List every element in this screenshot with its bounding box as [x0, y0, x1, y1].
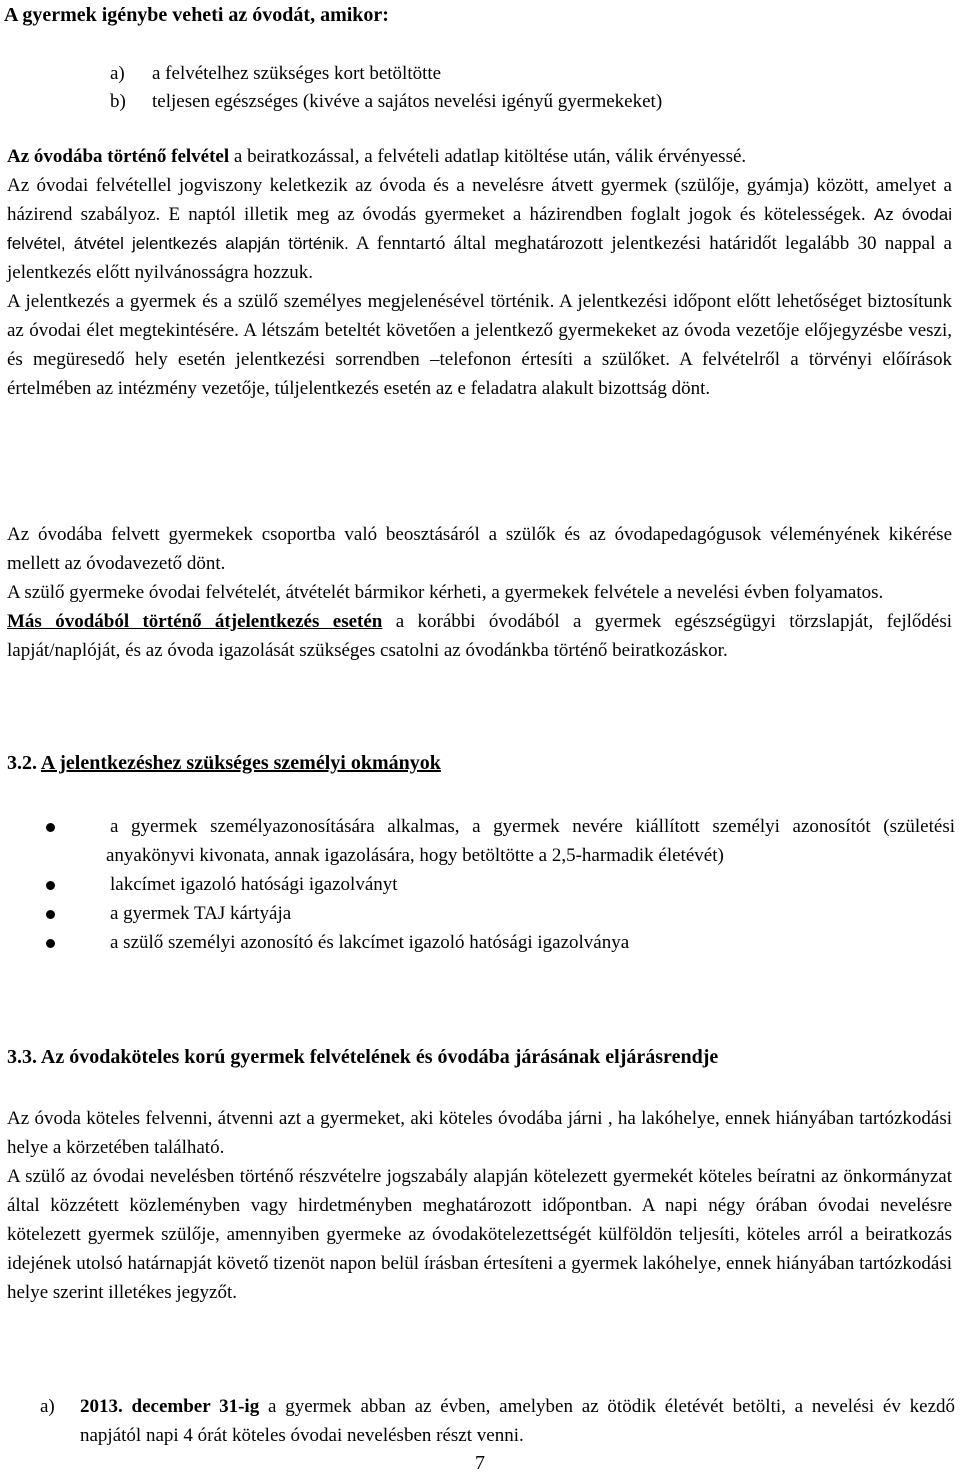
paragraph-text: A fenntartó által meghatározott jelentkezési határidőt legalább 30 nappal a jelentkezés előtt nyilvánosságra hozzuk.	[7, 233, 952, 283]
list-item	[40, 928, 955, 957]
enrollment-text	[7, 142, 952, 403]
paragraph: A szülő gyermeke óvodai felvételét, átvételét bármikor kérheti, a gyermekek felvétele a nevelési évben folyamatos.	[7, 582, 884, 603]
paragraph: Az óvoda köteles felvenni, átvenni azt a gyermeket, aki köteles óvodába járni , ha lakóhelye, ennek hiányában tartózkodási helye a körzetében található.	[7, 1108, 952, 1158]
list-item-text: a gyermek TAJ kártyája	[110, 903, 292, 924]
condition-label: b)	[110, 91, 126, 112]
group-text	[7, 520, 952, 665]
list-item-text	[80, 1392, 955, 1450]
list-item-text: a szülő személyi azonosító és lakcímet igazoló hatósági igazolványa	[110, 932, 630, 953]
section-heading-3-3	[7, 1046, 718, 1069]
list-label: a)	[40, 1396, 55, 1417]
section-number: 3.2.	[7, 752, 37, 774]
bullet-icon	[46, 823, 55, 832]
section-title: Az óvodaköteles korú gyermek felvételének és óvodába járásának eljárásrendje	[40, 1046, 719, 1068]
bullet-icon	[46, 939, 55, 948]
bold-underlined-lead: Más óvodából történő átjelentkezés esetén	[7, 611, 383, 632]
page-number: 7	[475, 1452, 485, 1474]
paragraph	[7, 607, 952, 665]
paragraph	[7, 171, 952, 287]
list-item	[40, 1392, 955, 1450]
condition-item	[110, 88, 930, 116]
section-heading-3-2	[7, 752, 441, 775]
paragraph-text: a beiratkozással, a felvételi adatlap kitöltése után, válik érvényessé.	[229, 146, 747, 167]
bold-date: 2013. december 31-ig	[80, 1396, 260, 1417]
condition-label: a)	[110, 63, 125, 84]
sans-sentence: Az óvodai felvétel, átvétel jelentkezés alapján történik.	[7, 205, 952, 253]
list-item	[40, 899, 955, 928]
paragraph-text: Az óvodai felvétellel jogviszony keletkezik az óvoda és a nevelésre átvett gyermek (szülője, gyámja) között, amelyet a házirend szabályoz. E naptól illetik meg az óvodás gyermeket a házirendben foglalt jogok és kötelességek.	[7, 175, 952, 225]
condition-text: a felvételhez szükséges kort betöltötte	[152, 63, 442, 84]
documents-list	[40, 812, 955, 957]
list-item-text: a gyermek személyazonosítására alkalmas, a gyermek nevére kiállított személyi azonosítót (születési anyakönyvi kivonata, annak igazolására, hogy betöltötte a 2,5-harmadik életévét)	[106, 816, 955, 866]
list-item	[40, 870, 955, 899]
condition-item	[110, 60, 930, 88]
bold-lead: Az óvodába történő felvétel	[7, 146, 230, 167]
paragraph: Az óvodába felvett gyermekek csoportba való beosztásáról a szülők és az óvodapedagógusok véleményének kikérése mellett az óvodavezető dönt.	[7, 524, 952, 574]
section-title: A jelentkezéshez szükséges személyi okmányok	[40, 752, 441, 774]
intro-heading: A gyermek igénybe veheti az óvodát, amikor:	[4, 4, 389, 26]
condition-text: teljesen egészséges (kivéve a sajátos nevelési igényű gyermekeket)	[152, 91, 663, 112]
paragraph-text: a korábbi óvodából a gyermek egészségügyi törzslapját, fejlődési lapját/naplóját, és az óvoda igazolását szükséges csatolni az óvodánkba történő beiratkozáskor.	[7, 611, 952, 661]
list-item-text: lakcímet igazoló hatósági igazolványt	[110, 874, 398, 895]
paragraph: A szülő az óvodai nevelésben történő részvételre jogszabály alapján kötelezett gyermekét köteles beíratni az önkormányzat által közzétett közleményben vagy hirdetményben meghatározott időpontban. A napi négy órában óvodai nevelésre kötelezett gyermek szülője, amennyiben gyermeke az óvodakötelezettségét külföldön teljesíti, köteles arról a beiratkozás idejének utolsó határnapját követő tizenöt napon belül írásban értesíteni a gyermek lakóhelye, ennek hiányában tartózkodási helye szerint illetékes jegyzőt.	[7, 1166, 952, 1303]
bullet-icon	[46, 910, 55, 919]
section-number: 3.3.	[7, 1046, 37, 1068]
conditions-list	[110, 60, 930, 116]
paragraph	[7, 142, 952, 171]
paragraph-text: a gyermek abban az évben, amelyben az ötödik életévét betölti, a nevelési év kezdő napjától napi 4 órát köteles óvodai nevelésben részt venni.	[80, 1396, 955, 1446]
list-item	[40, 812, 955, 870]
paragraph: A jelentkezés a gyermek és a szülő személyes megjelenésével történik. A jelentkezési időpont előtt lehetőséget biztosítunk az óvodai élet megtekintésére. A létszám beteltét követően a jelentkező gyermekeket az óvoda vezetője előjegyzésbe veszi, és megüresedő hely esetén jelentkezési sorrendben –telefonon értesíti a szülőket. A felvételről a törvényi előírások értelmében az intézmény vezetője, túljelentkezés esetén az e feladatra alakult bizottság dönt.	[7, 291, 952, 399]
age-list	[40, 1392, 955, 1450]
mandatory-text	[7, 1104, 952, 1307]
bullet-icon	[46, 881, 55, 890]
